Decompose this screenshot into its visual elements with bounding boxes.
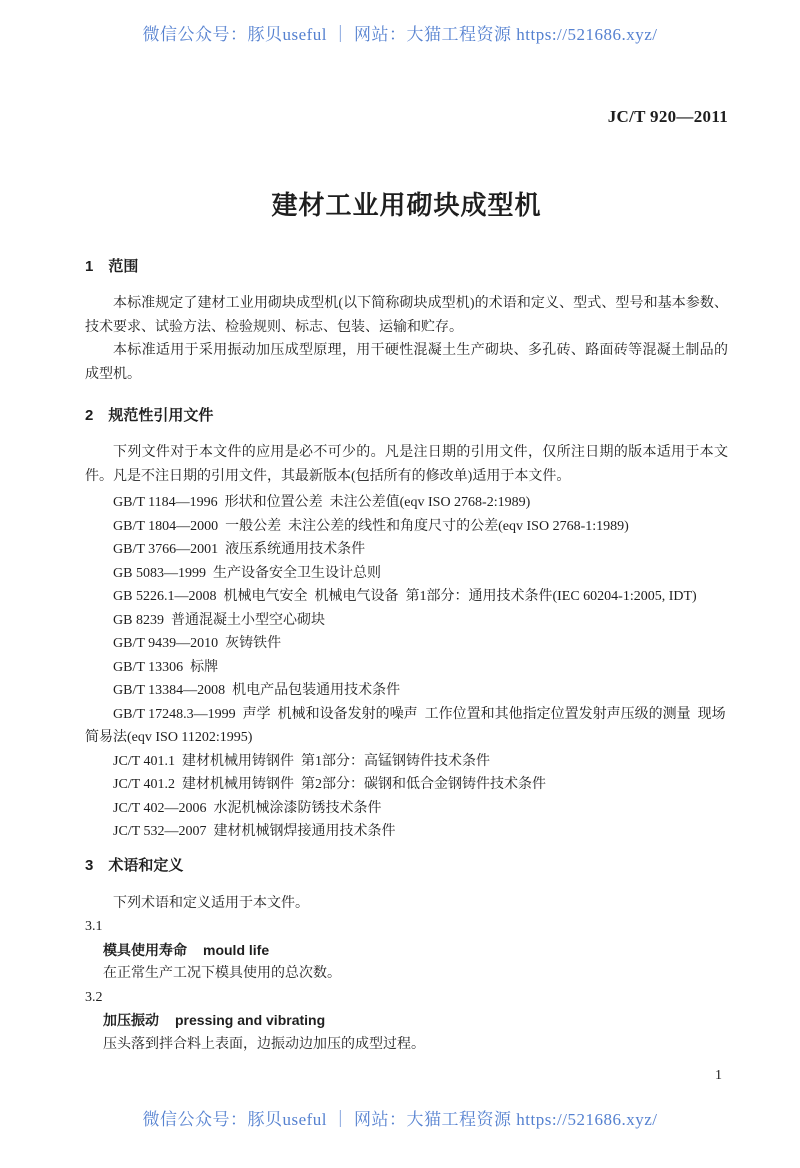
- reference-item: GB/T 17248.3—1999 声学 机械和设备发射的噪声 工作位置和其他指定位置发射声压级的测量 现场简易法(eqv ISO 11202:1995): [85, 706, 726, 745]
- reference-item: GB/T 9439—2010 灰铸铁件: [113, 636, 282, 651]
- document-title: 建材工业用砌块成型机: [271, 190, 542, 220]
- term-title-en: mould life: [203, 941, 270, 958]
- section-2-heading: 2 规范性引用文件: [85, 407, 214, 424]
- reference-item: JC/T 402—2006 水泥机械涂漆防锈技术条件: [113, 800, 382, 816]
- header-watermark: 微信公众号：豚贝useful ｜ 网站：大猫工程资源 https://521686.xyz/: [142, 25, 658, 44]
- reference-item: GB/T 13384—2008 机电产品包装通用技术条件: [113, 683, 401, 698]
- standard-code: JC/T 920—2011: [607, 107, 728, 126]
- term-definition: 在正常生产工况下模具使用的总次数。: [103, 966, 341, 981]
- reference-item: GB/T 1184—1996 形状和位置公差 未注公差值(eqv ISO 2768-2:1989): [113, 495, 531, 510]
- reference-item: GB 5226.1—2008 机械电气安全 机械电气设备 第1部分：通用技术条件(IEC 60204-1:2005, IDT): [113, 589, 697, 604]
- page-number: 1: [715, 1068, 722, 1083]
- references-list: [85, 491, 728, 844]
- term-number: 3.1: [85, 919, 103, 934]
- reference-item: GB 8239 普通混凝土小型空心砌块: [113, 612, 325, 628]
- term-title: [85, 939, 728, 963]
- footer-watermark: 微信公众号：豚贝useful ｜ 网站：大猫工程资源 https://521686.xyz/: [142, 1110, 658, 1129]
- page-content: [85, 0, 728, 1056]
- reference-item: GB/T 1804—2000 一般公差 未注公差的线性和角度尺寸的公差(eqv ISO 2768-1:1989): [113, 518, 629, 534]
- section-3-heading: 3 术语和定义: [85, 856, 184, 874]
- term-title: [85, 1009, 728, 1033]
- references-intro: 下列文件对于本文件的应用是必不可少的。凡是注日期的引用文件，仅所注日期的版本适用于本文件。凡是不注日期的引用文件，其最新版本(包括所有的修改单)适用于本文件。: [85, 445, 728, 484]
- reference-item: GB 5083—1999 生产设备安全卫生设计总则: [113, 565, 381, 581]
- reference-item: GB/T 13306 标牌: [113, 659, 219, 675]
- reference-item: JC/T 401.2 建材机械用铸钢件 第2部分：碳钢和低合金钢铸件技术条件: [113, 777, 546, 792]
- term-title-en: pressing and vibrating: [175, 1012, 326, 1028]
- terms-intro: 下列术语和定义适用于本文件。: [113, 895, 309, 911]
- term-number: 3.2: [85, 989, 103, 1005]
- term-entry: [85, 915, 728, 986]
- reference-item: JC/T 401.1 建材机械用铸钢件 第1部分：高锰钢铸件技术条件: [113, 753, 490, 769]
- term-definition: 压头落到拌合料上表面，边振动边加压的成型过程。: [103, 1036, 425, 1052]
- scope-paragraph-1: 本标准规定了建材工业用砌块成型机(以下简称砌块成型机)的术语和定义、型式、型号和基本参数、技术要求、试验方法、检验规则、标志、包装、运输和贮存。: [85, 296, 728, 335]
- section-1-heading: 1 范围: [85, 258, 139, 275]
- scope-paragraph-2: 本标准适用于采用振动加压成型原理，用干硬性混凝土生产砌块、多孔砖、路面砖等混凝土制品的成型机。: [85, 343, 728, 382]
- term-title-zh: 模具使用寿命: [103, 941, 187, 958]
- term-entry: [85, 986, 728, 1057]
- reference-item: GB/T 3766—2001 液压系统通用技术条件: [113, 542, 366, 557]
- reference-item: JC/T 532—2007 建材机械钢焊接通用技术条件: [113, 824, 396, 839]
- term-title-zh: 加压振动: [103, 1012, 159, 1028]
